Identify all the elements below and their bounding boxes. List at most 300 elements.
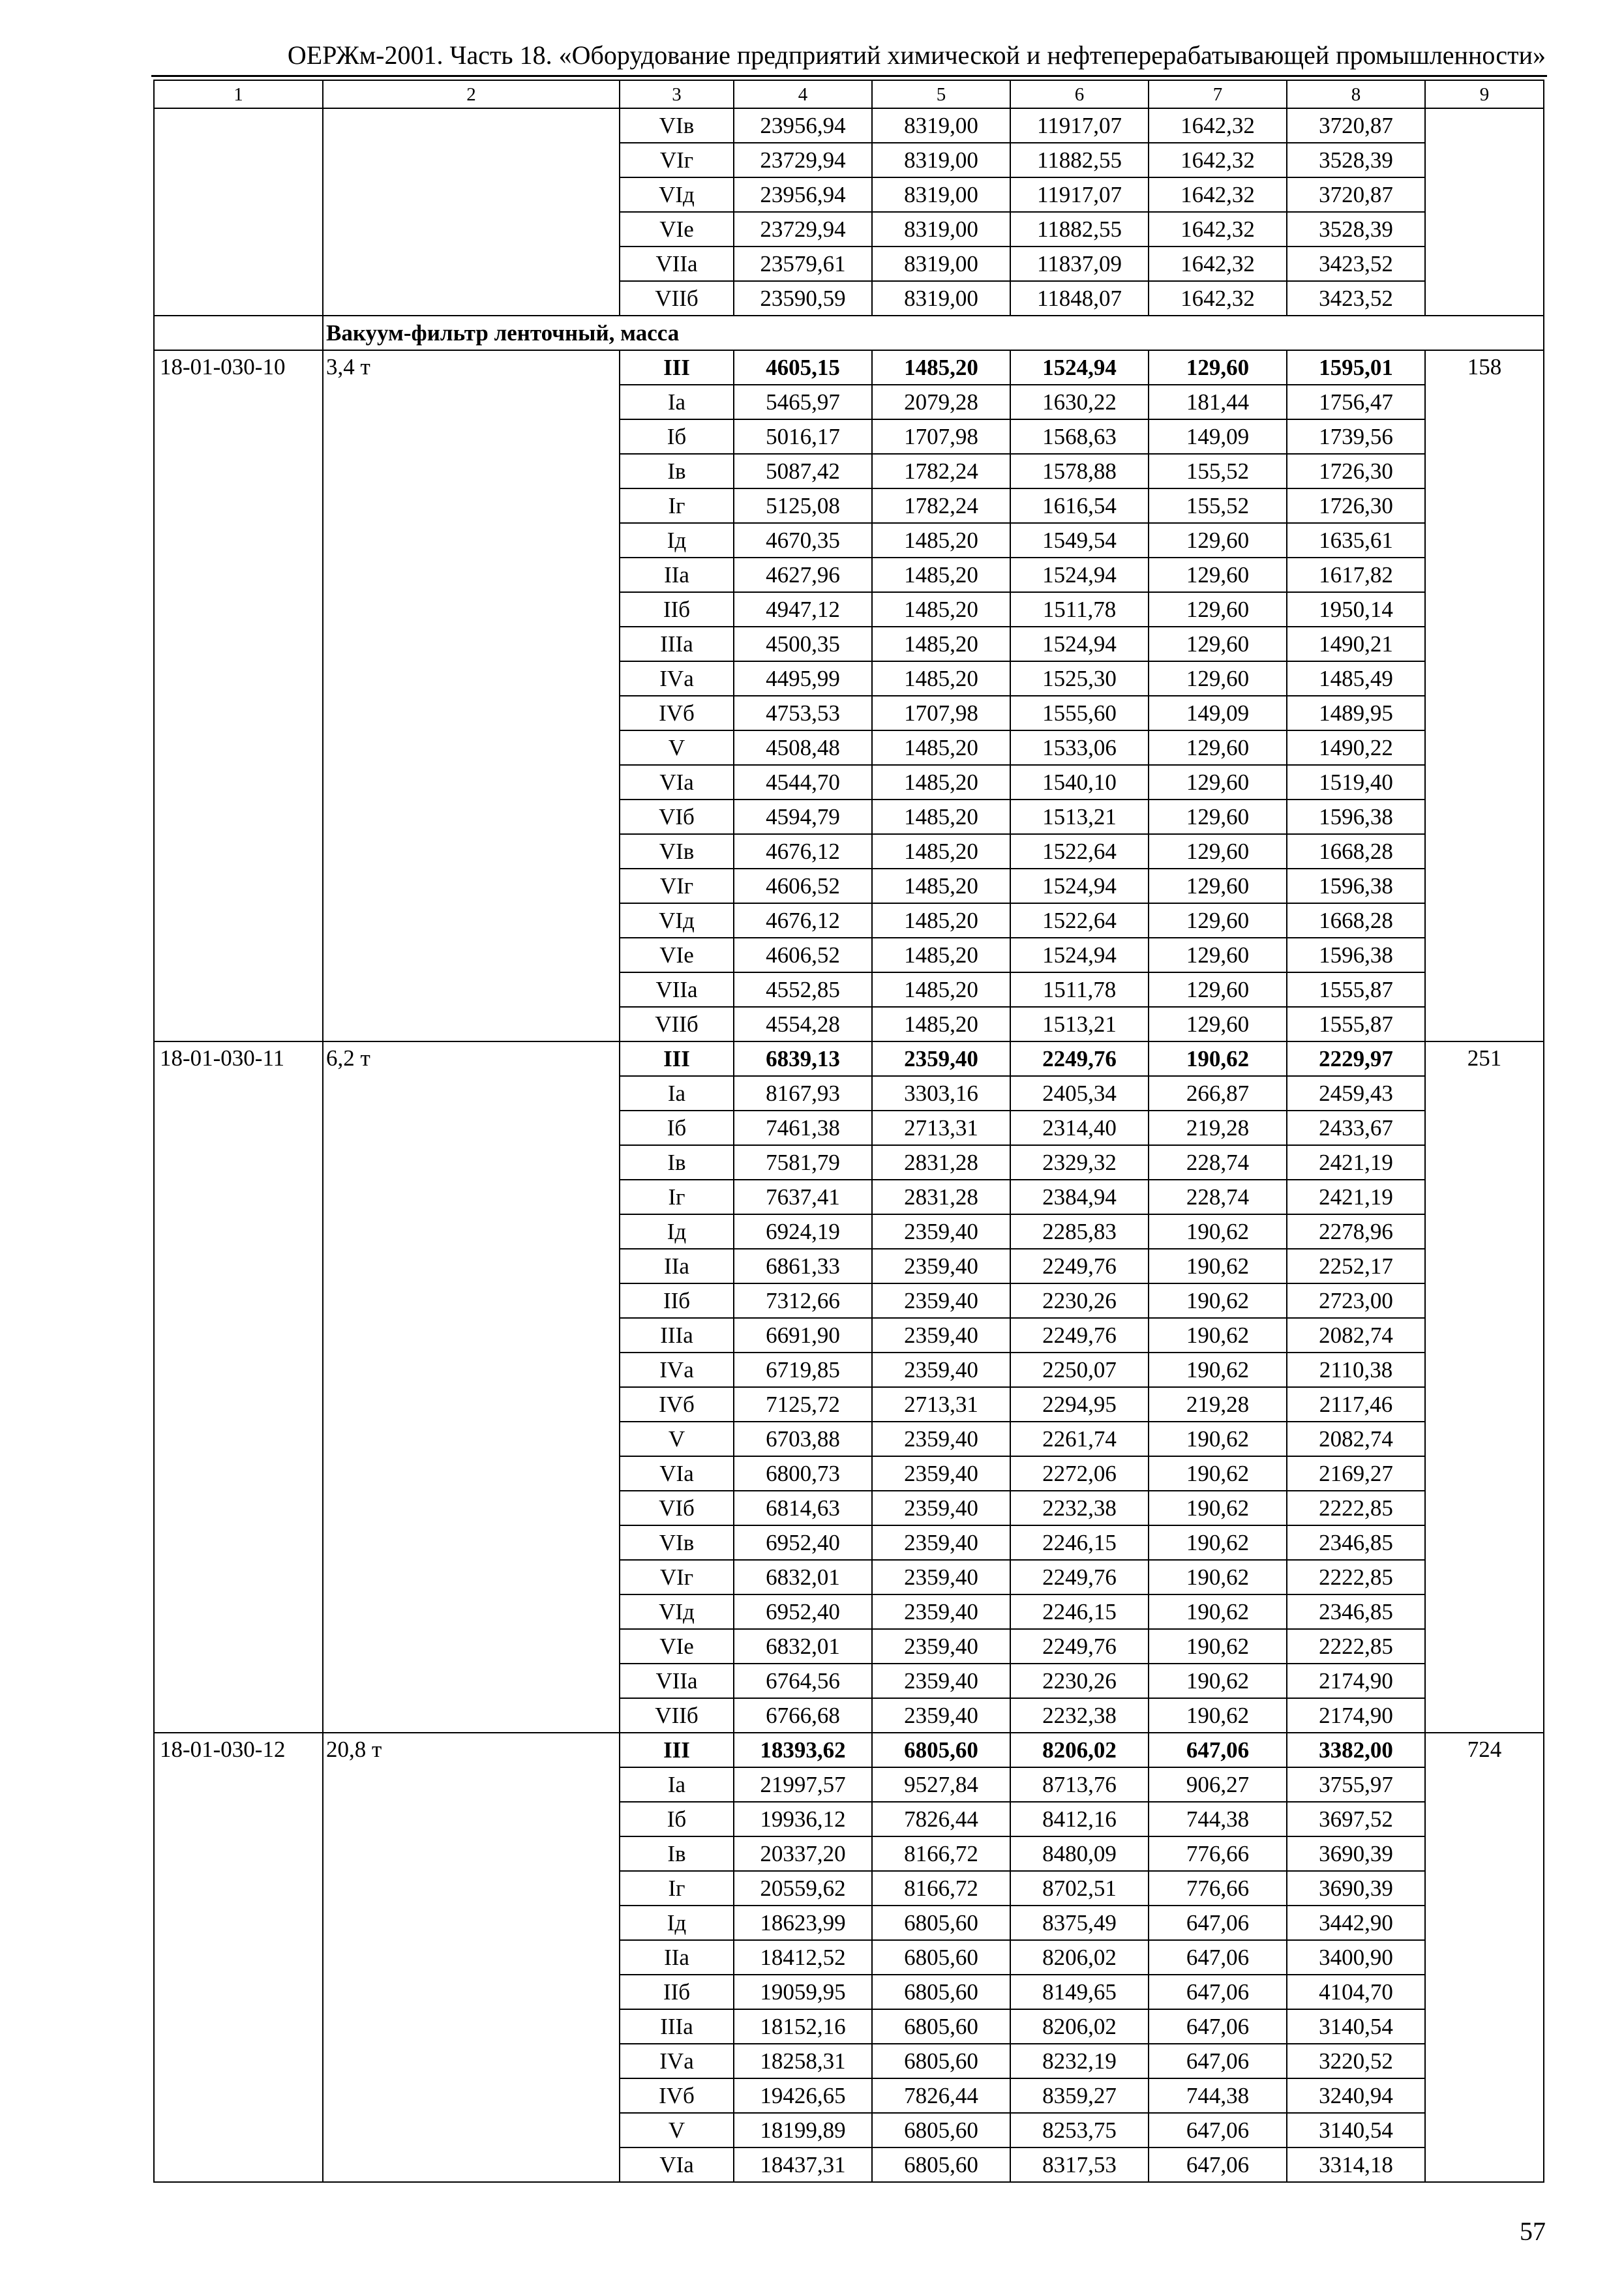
zone-cell: Iд: [620, 1214, 734, 1249]
cost-cell: 2252,17: [1287, 1249, 1425, 1283]
cost-cell: 129,60: [1149, 938, 1287, 972]
cost-cell: 2359,40: [872, 1214, 1010, 1249]
zone-cell: IVа: [620, 661, 734, 696]
cost-cell: 190,62: [1149, 1664, 1287, 1698]
cost-cell: 8232,19: [1010, 2044, 1149, 2078]
cost-cell: 219,28: [1149, 1111, 1287, 1145]
cost-cell: 1555,87: [1287, 1007, 1425, 1041]
cost-cell: 1485,20: [872, 834, 1010, 869]
cost-cell: 2246,15: [1010, 1594, 1149, 1629]
cost-cell: 2713,31: [872, 1387, 1010, 1422]
cost-cell: 1525,30: [1010, 661, 1149, 696]
zone-cell: IIа: [620, 1940, 734, 1975]
zone-cell: VIв: [620, 834, 734, 869]
cost-cell: 3400,90: [1287, 1940, 1425, 1975]
cost-cell: 129,60: [1149, 800, 1287, 834]
cost-cell: 20337,20: [734, 1836, 872, 1871]
cost-cell: 129,60: [1149, 558, 1287, 592]
cost-cell: 129,60: [1149, 661, 1287, 696]
cost-cell: 5465,97: [734, 385, 872, 419]
cost-cell: 2294,95: [1010, 1387, 1149, 1422]
cost-cell: 2261,74: [1010, 1422, 1149, 1456]
zone-cell: V: [620, 1422, 734, 1456]
cost-cell: 3720,87: [1287, 108, 1425, 143]
cost-cell: 11882,55: [1010, 212, 1149, 247]
cost-cell: 1513,21: [1010, 800, 1149, 834]
cost-cell: 2079,28: [872, 385, 1010, 419]
cost-cell: 1490,21: [1287, 627, 1425, 661]
cost-cell: 4495,99: [734, 661, 872, 696]
cost-cell: 4606,52: [734, 938, 872, 972]
zone-cell: VIд: [620, 1594, 734, 1629]
cost-cell: 3720,87: [1287, 177, 1425, 212]
cost-cell: 1511,78: [1010, 972, 1149, 1007]
cost-cell: 11917,07: [1010, 177, 1149, 212]
zone-cell: Iв: [620, 1145, 734, 1180]
cost-cell: 1485,20: [872, 350, 1010, 385]
cost-cell: 3382,00: [1287, 1733, 1425, 1767]
cost-cell: 3140,54: [1287, 2009, 1425, 2044]
cost-cell: 2359,40: [872, 1456, 1010, 1491]
cost-cell: 647,06: [1149, 1906, 1287, 1940]
cost-cell: 8319,00: [872, 247, 1010, 281]
cost-cell: 2405,34: [1010, 1076, 1149, 1111]
cost-cell: 1524,94: [1010, 350, 1149, 385]
cost-cell: 190,62: [1149, 1560, 1287, 1594]
cost-cell: 1524,94: [1010, 627, 1149, 661]
column-number: 9: [1425, 80, 1544, 108]
cost-cell: 266,87: [1149, 1076, 1287, 1111]
cost-cell: 4500,35: [734, 627, 872, 661]
cost-cell: 1511,78: [1010, 592, 1149, 627]
cost-cell: 7125,72: [734, 1387, 872, 1422]
cost-cell: 1726,30: [1287, 454, 1425, 488]
cost-cell: 2174,90: [1287, 1698, 1425, 1733]
cost-cell: 6805,60: [872, 1733, 1010, 1767]
zone-cell: IIIа: [620, 2009, 734, 2044]
cost-cell: 6766,68: [734, 1698, 872, 1733]
cost-cell: 1522,64: [1010, 903, 1149, 938]
cost-cell: 6719,85: [734, 1353, 872, 1387]
cost-cell: 7461,38: [734, 1111, 872, 1145]
cost-cell: 1524,94: [1010, 869, 1149, 903]
cost-cell: 2285,83: [1010, 1214, 1149, 1249]
cost-cell: 23590,59: [734, 281, 872, 316]
cost-cell: 23729,94: [734, 212, 872, 247]
cost-cell: 23956,94: [734, 108, 872, 143]
zone-cell: Iв: [620, 1836, 734, 1871]
cost-cell: 8166,72: [872, 1871, 1010, 1906]
cost-cell: 8253,75: [1010, 2113, 1149, 2147]
cost-cell: 7312,66: [734, 1283, 872, 1318]
cost-cell: 9527,84: [872, 1767, 1010, 1802]
zone-cell: VIIа: [620, 247, 734, 281]
cost-cell: 6805,60: [872, 1940, 1010, 1975]
cost-cell: 1642,32: [1149, 212, 1287, 247]
cost-cell: 1485,20: [872, 730, 1010, 765]
cost-cell: 6832,01: [734, 1560, 872, 1594]
cost-cell: 8480,09: [1010, 1836, 1149, 1871]
zone-cell: VIа: [620, 1456, 734, 1491]
cost-cell: 4670,35: [734, 523, 872, 558]
zone-cell: VIг: [620, 143, 734, 177]
cost-cell: 3240,94: [1287, 2078, 1425, 2113]
column-number: 3: [620, 80, 734, 108]
cost-cell: 2230,26: [1010, 1664, 1149, 1698]
cost-cell: 6764,56: [734, 1664, 872, 1698]
cost-cell: 2232,38: [1010, 1698, 1149, 1733]
cost-cell: 4947,12: [734, 592, 872, 627]
zone-cell: VIд: [620, 903, 734, 938]
table-row: [154, 108, 1544, 143]
labor-value: 724: [1425, 1733, 1544, 2182]
cost-cell: 2250,07: [1010, 1353, 1149, 1387]
cost-cell: 1485,20: [872, 938, 1010, 972]
cost-cell: 1595,01: [1287, 350, 1425, 385]
cost-cell: 129,60: [1149, 592, 1287, 627]
column-number: 1: [154, 80, 323, 108]
cost-cell: 8359,27: [1010, 2078, 1149, 2113]
cost-cell: 11848,07: [1010, 281, 1149, 316]
cost-cell: 1668,28: [1287, 834, 1425, 869]
cost-cell: 3690,39: [1287, 1836, 1425, 1871]
cost-cell: 2110,38: [1287, 1353, 1425, 1387]
cost-cell: 3423,52: [1287, 281, 1425, 316]
cost-cell: 190,62: [1149, 1456, 1287, 1491]
cost-cell: 744,38: [1149, 2078, 1287, 2113]
cost-cell: 906,27: [1149, 1767, 1287, 1802]
cost-cell: 2831,28: [872, 1145, 1010, 1180]
cost-cell: 129,60: [1149, 834, 1287, 869]
zone-cell: VIIб: [620, 1007, 734, 1041]
cost-cell: 19936,12: [734, 1802, 872, 1836]
cost-cell: 1490,22: [1287, 730, 1425, 765]
cost-cell: 6805,60: [872, 2147, 1010, 2182]
zone-cell: Iа: [620, 385, 734, 419]
cost-cell: 3303,16: [872, 1076, 1010, 1111]
cost-cell: 1485,20: [872, 800, 1010, 834]
cost-cell: 181,44: [1149, 385, 1287, 419]
cost-cell: 8319,00: [872, 281, 1010, 316]
cost-cell: 776,66: [1149, 1871, 1287, 1906]
cost-cell: 776,66: [1149, 1836, 1287, 1871]
zone-cell: III: [620, 350, 734, 385]
cost-cell: 4552,85: [734, 972, 872, 1007]
cost-cell: 2169,27: [1287, 1456, 1425, 1491]
cost-cell: 190,62: [1149, 1422, 1287, 1456]
zone-cell: VIв: [620, 1525, 734, 1560]
cost-cell: 3697,52: [1287, 1802, 1425, 1836]
cost-cell: 190,62: [1149, 1353, 1287, 1387]
zone-cell: VIв: [620, 108, 734, 143]
zone-cell: Iа: [620, 1767, 734, 1802]
cost-cell: 1642,32: [1149, 108, 1287, 143]
norm-code: 18-01-030-12: [154, 1733, 323, 2182]
cost-cell: 6703,88: [734, 1422, 872, 1456]
cost-cell: 5016,17: [734, 419, 872, 454]
cost-cell: 1726,30: [1287, 488, 1425, 523]
zone-cell: Iд: [620, 523, 734, 558]
cost-cell: 2421,19: [1287, 1145, 1425, 1180]
zone-cell: V: [620, 2113, 734, 2147]
cost-cell: 6805,60: [872, 2113, 1010, 2147]
cost-cell: 1782,24: [872, 454, 1010, 488]
cost-cell: 190,62: [1149, 1525, 1287, 1560]
mass-value: 20,8 т: [323, 1733, 620, 2182]
cost-cell: 1707,98: [872, 696, 1010, 730]
cost-cell: 2346,85: [1287, 1525, 1425, 1560]
zone-cell: VIа: [620, 2147, 734, 2182]
cost-cell: 18412,52: [734, 1940, 872, 1975]
cost-cell: 1485,20: [872, 523, 1010, 558]
cost-cell: 6805,60: [872, 2009, 1010, 2044]
column-number: 6: [1010, 80, 1149, 108]
cost-cell: 1635,61: [1287, 523, 1425, 558]
section-row: [154, 316, 1544, 350]
cost-cell: 3690,39: [1287, 1871, 1425, 1906]
zone-cell: IIа: [620, 558, 734, 592]
cost-cell: 2359,40: [872, 1629, 1010, 1664]
cost-cell: 1485,20: [872, 1007, 1010, 1041]
cost-cell: 1642,32: [1149, 143, 1287, 177]
cost-cell: 18199,89: [734, 2113, 872, 2147]
cost-cell: 129,60: [1149, 903, 1287, 938]
zone-cell: VIIб: [620, 281, 734, 316]
cost-cell: 2359,40: [872, 1422, 1010, 1456]
cost-cell: 129,60: [1149, 627, 1287, 661]
cost-cell: 4753,53: [734, 696, 872, 730]
cost-cell: 6839,13: [734, 1041, 872, 1076]
zone-cell: VIIа: [620, 1664, 734, 1698]
cost-cell: 2230,26: [1010, 1283, 1149, 1318]
cost-cell: 2359,40: [872, 1560, 1010, 1594]
cost-cell: 6952,40: [734, 1525, 872, 1560]
cost-cell: 190,62: [1149, 1629, 1287, 1664]
cost-cell: 1533,06: [1010, 730, 1149, 765]
cost-cell: 2278,96: [1287, 1214, 1425, 1249]
cost-cell: 2117,46: [1287, 1387, 1425, 1422]
zone-cell: IVб: [620, 2078, 734, 2113]
cost-cell: 190,62: [1149, 1594, 1287, 1629]
cost-cell: 2359,40: [872, 1491, 1010, 1525]
cost-cell: 228,74: [1149, 1145, 1287, 1180]
page-header: ОЕРЖм-2001. Часть 18. «Оборудование предприятий химической и нефтеперерабатывающей промышленности»: [287, 40, 1546, 70]
zone-cell: IVб: [620, 1387, 734, 1422]
cost-cell: 1617,82: [1287, 558, 1425, 592]
cost-cell: 1485,20: [872, 972, 1010, 1007]
cost-cell: 1524,94: [1010, 938, 1149, 972]
zone-cell: VIе: [620, 938, 734, 972]
cost-cell: 1630,22: [1010, 385, 1149, 419]
cost-cell: 8375,49: [1010, 1906, 1149, 1940]
cost-cell: 8149,65: [1010, 1975, 1149, 2009]
cost-cell: 2314,40: [1010, 1111, 1149, 1145]
cost-cell: 647,06: [1149, 2113, 1287, 2147]
labor-value: 158: [1425, 350, 1544, 1041]
cost-cell: 2246,15: [1010, 1525, 1149, 1560]
cost-cell: 8206,02: [1010, 1940, 1149, 1975]
cost-cell: 8319,00: [872, 143, 1010, 177]
cost-cell: 4554,28: [734, 1007, 872, 1041]
cost-cell: 6814,63: [734, 1491, 872, 1525]
cost-cell: 2433,67: [1287, 1111, 1425, 1145]
cost-cell: 4676,12: [734, 903, 872, 938]
cost-cell: 1485,20: [872, 627, 1010, 661]
cost-cell: 5125,08: [734, 488, 872, 523]
cost-cell: 155,52: [1149, 454, 1287, 488]
column-number: 4: [734, 80, 872, 108]
cost-cell: 18393,62: [734, 1733, 872, 1767]
cost-cell: 1555,60: [1010, 696, 1149, 730]
cost-cell: 6832,01: [734, 1629, 872, 1664]
cost-cell: 7826,44: [872, 1802, 1010, 1836]
cost-cell: 149,09: [1149, 419, 1287, 454]
cost-cell: 129,60: [1149, 523, 1287, 558]
cost-cell: 2384,94: [1010, 1180, 1149, 1214]
price-table: [153, 80, 1544, 2183]
cost-cell: 1642,32: [1149, 247, 1287, 281]
cost-cell: 2174,90: [1287, 1664, 1425, 1698]
cost-cell: 1782,24: [872, 488, 1010, 523]
cost-cell: 3442,90: [1287, 1906, 1425, 1940]
zone-cell: VIб: [620, 1491, 734, 1525]
mass-value: 3,4 т: [323, 350, 620, 1041]
cost-cell: 6691,90: [734, 1318, 872, 1353]
cost-cell: 2222,85: [1287, 1491, 1425, 1525]
zone-cell: VIIа: [620, 972, 734, 1007]
cost-cell: 190,62: [1149, 1249, 1287, 1283]
cost-cell: 2249,76: [1010, 1249, 1149, 1283]
zone-cell: III: [620, 1041, 734, 1076]
cost-cell: 3220,52: [1287, 2044, 1425, 2078]
cost-cell: 3528,39: [1287, 143, 1425, 177]
cost-cell: 6805,60: [872, 2044, 1010, 2078]
cost-cell: 1485,20: [872, 558, 1010, 592]
cost-cell: 2249,76: [1010, 1318, 1149, 1353]
zone-cell: III: [620, 1733, 734, 1767]
cost-cell: 4606,52: [734, 869, 872, 903]
cost-cell: 2713,31: [872, 1111, 1010, 1145]
cost-cell: 6924,19: [734, 1214, 872, 1249]
cost-cell: 1485,49: [1287, 661, 1425, 696]
cost-cell: 4627,96: [734, 558, 872, 592]
cost-cell: 1596,38: [1287, 869, 1425, 903]
column-number: 2: [323, 80, 620, 108]
cost-cell: 2723,00: [1287, 1283, 1425, 1318]
cost-cell: 2359,40: [872, 1594, 1010, 1629]
norm-code: [154, 108, 323, 316]
cost-cell: 2222,85: [1287, 1560, 1425, 1594]
table-row: [154, 350, 1544, 385]
zone-cell: VIе: [620, 212, 734, 247]
zone-cell: VIе: [620, 1629, 734, 1664]
cost-cell: 4676,12: [734, 834, 872, 869]
cost-cell: 190,62: [1149, 1283, 1287, 1318]
cost-cell: 18623,99: [734, 1906, 872, 1940]
zone-cell: IIIа: [620, 1318, 734, 1353]
cost-cell: 6800,73: [734, 1456, 872, 1491]
zone-cell: Iг: [620, 1180, 734, 1214]
column-number-row: [154, 80, 1544, 108]
zone-cell: Iг: [620, 488, 734, 523]
cost-cell: 1756,47: [1287, 385, 1425, 419]
cost-cell: 4544,70: [734, 765, 872, 800]
zone-cell: IVб: [620, 696, 734, 730]
cost-cell: 19059,95: [734, 1975, 872, 2009]
cost-cell: 149,09: [1149, 696, 1287, 730]
cost-cell: 190,62: [1149, 1491, 1287, 1525]
zone-cell: Iб: [620, 419, 734, 454]
cost-cell: 2082,74: [1287, 1422, 1425, 1456]
table-row: [154, 1733, 1544, 1767]
cost-cell: 8702,51: [1010, 1871, 1149, 1906]
section-code-cell: [154, 316, 323, 350]
zone-cell: Iб: [620, 1802, 734, 1836]
cost-cell: 190,62: [1149, 1318, 1287, 1353]
norm-code: 18-01-030-10: [154, 350, 323, 1041]
cost-cell: 18152,16: [734, 2009, 872, 2044]
cost-cell: 190,62: [1149, 1041, 1287, 1076]
cost-cell: 2249,76: [1010, 1560, 1149, 1594]
cost-cell: 1485,20: [872, 765, 1010, 800]
cost-cell: 21997,57: [734, 1767, 872, 1802]
cost-cell: 18258,31: [734, 2044, 872, 2078]
cost-cell: 155,52: [1149, 488, 1287, 523]
cost-cell: 8317,53: [1010, 2147, 1149, 2182]
cost-cell: 6861,33: [734, 1249, 872, 1283]
cost-cell: 3755,97: [1287, 1767, 1425, 1802]
cost-cell: 18437,31: [734, 2147, 872, 2182]
cost-cell: 2359,40: [872, 1249, 1010, 1283]
cost-cell: 1540,10: [1010, 765, 1149, 800]
cost-cell: 1485,20: [872, 592, 1010, 627]
cost-cell: 190,62: [1149, 1214, 1287, 1249]
cost-cell: 129,60: [1149, 730, 1287, 765]
cost-cell: 647,06: [1149, 2044, 1287, 2078]
zone-cell: VIб: [620, 800, 734, 834]
cost-cell: 647,06: [1149, 1940, 1287, 1975]
cost-cell: 8412,16: [1010, 1802, 1149, 1836]
cost-cell: 1596,38: [1287, 800, 1425, 834]
zone-cell: IIа: [620, 1249, 734, 1283]
cost-cell: 3528,39: [1287, 212, 1425, 247]
cost-cell: 129,60: [1149, 869, 1287, 903]
zone-cell: IIб: [620, 592, 734, 627]
zone-cell: IIб: [620, 1283, 734, 1318]
zone-cell: IVа: [620, 2044, 734, 2078]
cost-cell: 3140,54: [1287, 2113, 1425, 2147]
cost-cell: 647,06: [1149, 2147, 1287, 2182]
cost-cell: 1950,14: [1287, 592, 1425, 627]
labor-value: 251: [1425, 1041, 1544, 1733]
cost-cell: 2359,40: [872, 1283, 1010, 1318]
cost-cell: 3314,18: [1287, 2147, 1425, 2182]
cost-cell: 2359,40: [872, 1041, 1010, 1076]
page-number: 57: [1520, 2217, 1546, 2246]
cost-cell: 4594,79: [734, 800, 872, 834]
cost-cell: 1555,87: [1287, 972, 1425, 1007]
cost-cell: 8319,00: [872, 108, 1010, 143]
cost-cell: 4104,70: [1287, 1975, 1425, 2009]
cost-cell: 8166,72: [872, 1836, 1010, 1871]
cost-cell: 2359,40: [872, 1525, 1010, 1560]
section-title: Вакуум-фильтр ленточный, масса: [323, 316, 1544, 350]
zone-cell: Iд: [620, 1906, 734, 1940]
cost-cell: 11882,55: [1010, 143, 1149, 177]
cost-cell: 2329,32: [1010, 1145, 1149, 1180]
zone-cell: VIг: [620, 869, 734, 903]
zone-cell: Iв: [620, 454, 734, 488]
